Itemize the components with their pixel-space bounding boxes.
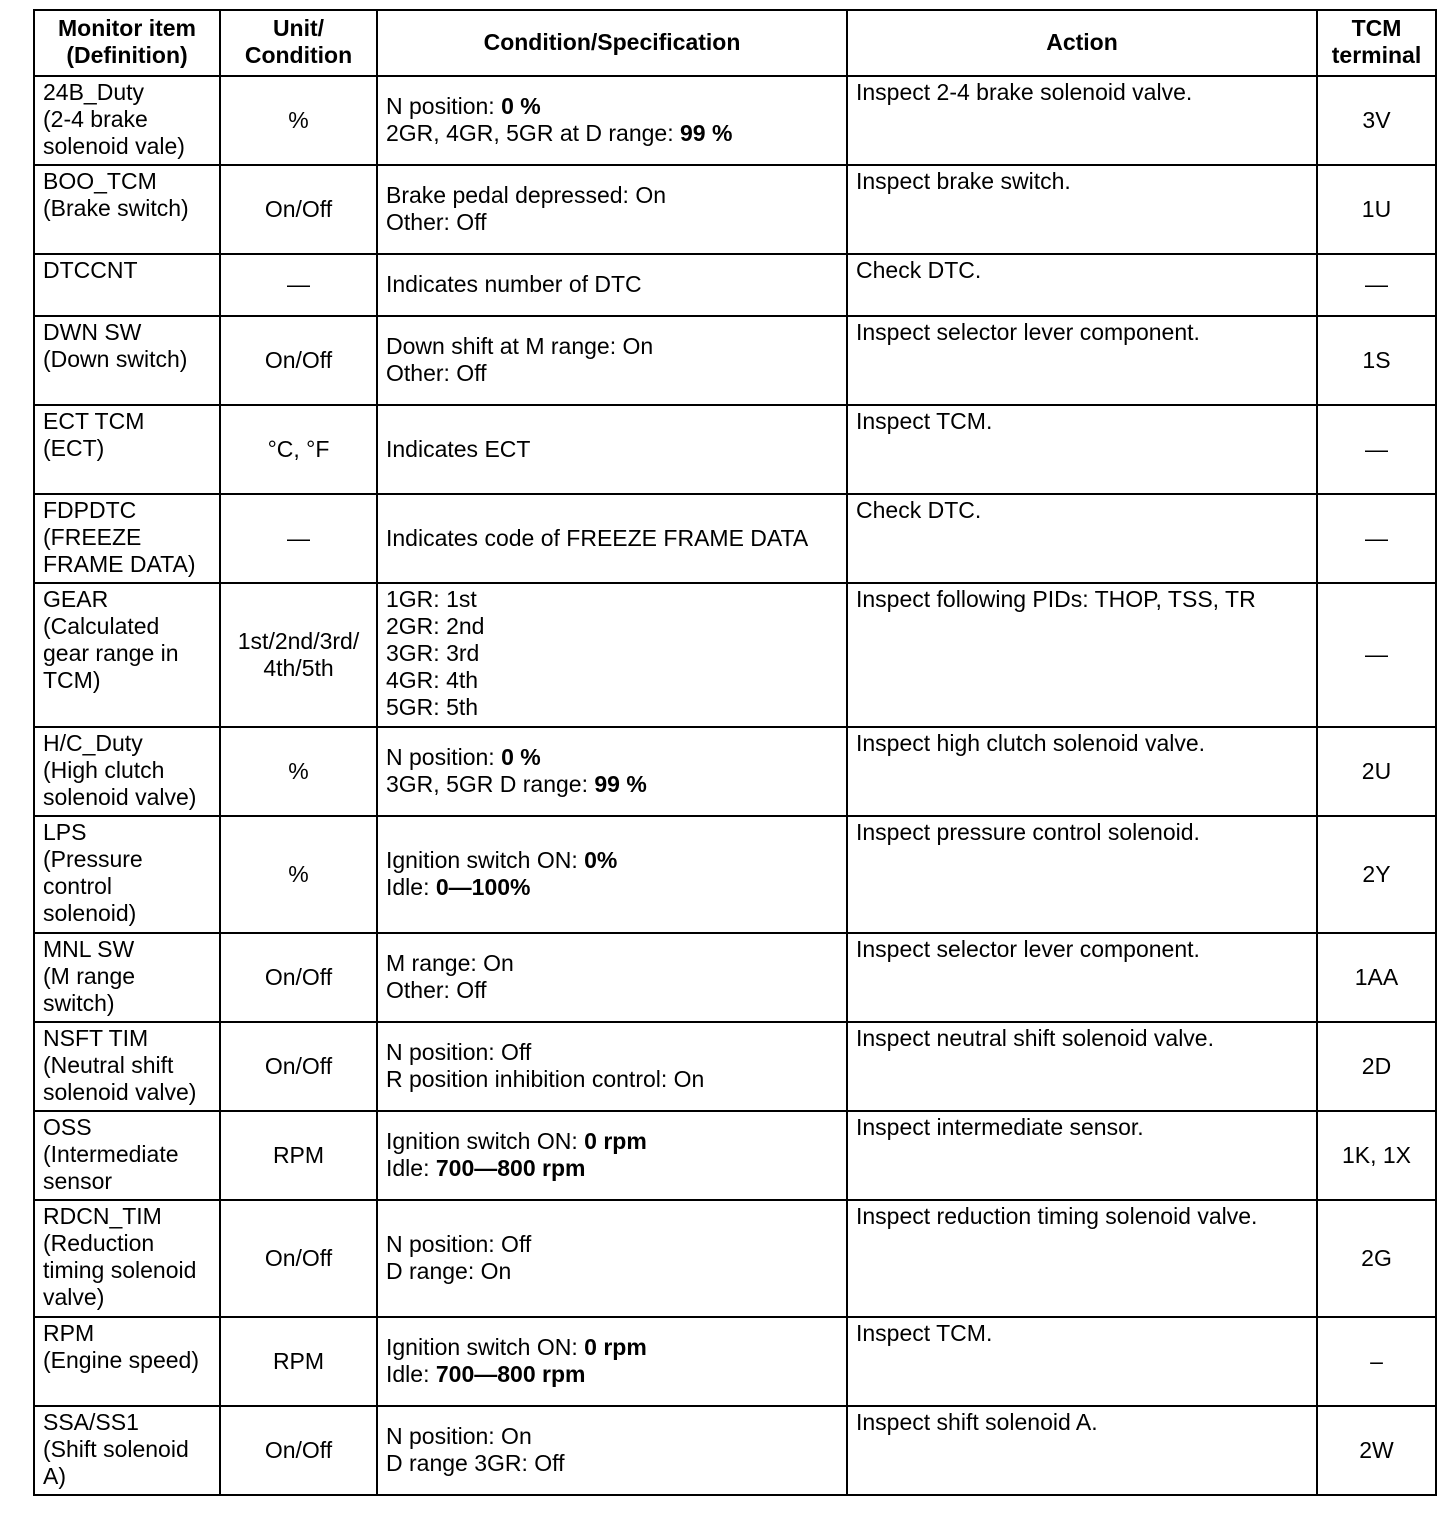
tcm-terminal-cell xyxy=(1317,727,1436,816)
specification-cell xyxy=(377,165,847,254)
monitor-item-cell xyxy=(34,1406,220,1495)
header-unit-condition xyxy=(220,10,377,76)
monitor-item-text: (Neutral shift xyxy=(43,1052,174,1078)
specification-text: Idle: xyxy=(386,1361,436,1387)
action-text: Inspect neutral shift solenoid valve. xyxy=(856,1025,1214,1051)
unit-cell xyxy=(220,727,377,816)
specification-text: N position: Off xyxy=(386,1231,532,1257)
tcm-terminal-cell xyxy=(1317,494,1436,583)
specification-line xyxy=(386,1423,838,1450)
unit-text: On/Off xyxy=(264,1052,333,1079)
header-text: Unit/ xyxy=(272,15,325,41)
specification-line xyxy=(386,640,838,667)
tcm-terminal-cell xyxy=(1317,933,1436,1022)
monitor-item-text: (Intermediate xyxy=(43,1141,179,1167)
monitor-item-cell xyxy=(34,816,220,933)
tcm-terminal-cell xyxy=(1317,1317,1436,1406)
specification-value: 0—100% xyxy=(435,874,531,900)
tcm-terminal-text: 2G xyxy=(1361,1244,1392,1271)
table-row xyxy=(34,254,1436,316)
specification-cell xyxy=(377,583,847,727)
action-text: Inspect following PIDs: THOP, TSS, TR xyxy=(856,586,1256,612)
tcm-terminal-text: — xyxy=(1365,435,1388,462)
unit-text: On/Off xyxy=(264,346,333,373)
action-text: Check DTC. xyxy=(856,497,982,523)
tcm-terminal-cell xyxy=(1317,1200,1436,1317)
specification-line xyxy=(386,360,838,387)
specification-value: 0% xyxy=(584,847,618,873)
monitor-item-cell xyxy=(34,1111,220,1200)
specification-cell xyxy=(377,76,847,165)
specification-text: Indicates code of FREEZE FRAME DATA xyxy=(386,524,809,551)
specification-line xyxy=(386,1155,838,1182)
monitor-item-text: BOO_TCM xyxy=(43,168,157,194)
specification-text: N position: Off xyxy=(386,1039,532,1065)
tcm-terminal-cell xyxy=(1317,254,1436,316)
unit-text: On/Off xyxy=(264,195,333,222)
monitor-item-text: H/C_Duty xyxy=(43,730,143,756)
table-row xyxy=(34,1406,1436,1495)
specification-cell xyxy=(377,1022,847,1111)
specification-line xyxy=(386,1128,838,1155)
monitor-item-text: (FREEZE xyxy=(43,524,142,550)
monitor-item-text: timing solenoid xyxy=(43,1257,197,1283)
unit-cell xyxy=(220,933,377,1022)
specification-text: Other: Off xyxy=(386,209,487,235)
unit-text: 4th/5th xyxy=(263,654,334,681)
tcm-terminal-text: — xyxy=(1365,641,1388,667)
specification-text: D range 3GR: Off xyxy=(386,1450,565,1476)
specification-line xyxy=(386,1450,838,1477)
monitor-item-cell xyxy=(34,76,220,165)
specification-text: Indicates number of DTC xyxy=(386,271,642,297)
monitor-item-text: solenoid valve) xyxy=(43,1079,197,1105)
specification-line xyxy=(386,1039,838,1066)
specification-text: Other: Off xyxy=(386,360,487,386)
table-row xyxy=(34,165,1436,254)
unit-cell xyxy=(220,165,377,254)
specification-text: Ignition switch ON: xyxy=(386,847,585,873)
action-cell xyxy=(847,76,1317,165)
tcm-terminal-text: 2U xyxy=(1361,757,1392,784)
specification-line xyxy=(386,182,838,209)
unit-text: — xyxy=(287,524,310,551)
table-body xyxy=(34,76,1436,1495)
specification-line xyxy=(386,874,838,901)
unit-text: % xyxy=(288,860,309,887)
monitor-item-text: RDCN_TIM xyxy=(43,1203,162,1229)
specification-cell xyxy=(377,1111,847,1200)
action-cell xyxy=(847,1111,1317,1200)
unit-text: RPM xyxy=(272,1347,325,1374)
monitor-item-text: SSA/SS1 xyxy=(43,1409,139,1435)
specification-line xyxy=(386,1334,838,1361)
tcm-terminal-text: 1AA xyxy=(1354,963,1399,990)
monitor-item-text: (Engine speed) xyxy=(43,1347,199,1373)
action-text: Inspect pressure control solenoid. xyxy=(856,819,1200,845)
header-text: Condition xyxy=(244,42,353,68)
monitor-item-text: GEAR xyxy=(43,586,109,612)
tcm-terminal-text: 1K, 1X xyxy=(1341,1141,1412,1168)
table-row xyxy=(34,405,1436,494)
header-text: Action xyxy=(1046,28,1118,55)
specification-text: 2GR: 2nd xyxy=(386,613,485,639)
action-text: Inspect high clutch solenoid valve. xyxy=(856,730,1206,756)
specification-line xyxy=(386,694,838,721)
specification-line xyxy=(386,977,838,1004)
specification-line xyxy=(386,1066,838,1093)
unit-cell xyxy=(220,1406,377,1495)
monitor-table xyxy=(33,9,1437,1496)
monitor-item-text: valve) xyxy=(43,1284,105,1310)
unit-text: On/Off xyxy=(264,1244,333,1271)
tcm-terminal-text: 1U xyxy=(1361,195,1392,222)
tcm-terminal-cell xyxy=(1317,816,1436,933)
specification-line xyxy=(386,586,838,613)
action-cell xyxy=(847,1317,1317,1406)
specification-line xyxy=(386,744,838,771)
action-cell xyxy=(847,1406,1317,1495)
monitor-item-cell xyxy=(34,727,220,816)
tcm-terminal-text: – xyxy=(1370,1347,1383,1374)
action-cell xyxy=(847,727,1317,816)
table-row xyxy=(34,1111,1436,1200)
monitor-item-text: control xyxy=(43,873,113,899)
table-row xyxy=(34,933,1436,1022)
tcm-terminal-cell xyxy=(1317,165,1436,254)
monitor-item-text: NSFT TIM xyxy=(43,1025,149,1051)
action-cell xyxy=(847,933,1317,1022)
monitor-item-cell xyxy=(34,254,220,316)
monitor-item-text: (Pressure xyxy=(43,846,143,872)
table-row xyxy=(34,816,1436,933)
monitor-item-text: (Brake switch) xyxy=(43,195,189,221)
table-row xyxy=(34,1022,1436,1111)
specification-text: 1GR: 1st xyxy=(386,586,477,612)
tcm-terminal-cell xyxy=(1317,1406,1436,1495)
specification-line xyxy=(386,1361,838,1388)
tcm-terminal-cell xyxy=(1317,316,1436,405)
unit-cell xyxy=(220,316,377,405)
specification-text: Ignition switch ON: xyxy=(386,1334,585,1360)
monitor-item-text: solenoid vale) xyxy=(43,133,185,159)
specification-value: 0 rpm xyxy=(584,1334,647,1360)
unit-cell xyxy=(220,254,377,316)
monitor-item-text: TCM) xyxy=(43,667,101,693)
action-cell xyxy=(847,816,1317,933)
unit-cell xyxy=(220,405,377,494)
unit-text: % xyxy=(288,757,309,784)
unit-text: On/Off xyxy=(264,1436,333,1463)
specification-line xyxy=(386,613,838,640)
monitor-item-cell xyxy=(34,316,220,405)
monitor-item-text: A) xyxy=(43,1463,66,1489)
specification-text: Other: Off xyxy=(386,977,487,1003)
monitor-item-cell xyxy=(34,405,220,494)
specification-line xyxy=(386,271,838,298)
specification-value: 99 % xyxy=(594,771,647,797)
specification-text: D range: On xyxy=(386,1258,512,1284)
tcm-terminal-text: — xyxy=(1365,524,1388,551)
monitor-item-text: gear range in xyxy=(43,640,179,666)
specification-text: Brake pedal depressed: On xyxy=(386,182,667,208)
specification-line xyxy=(386,525,838,552)
table-row xyxy=(34,1200,1436,1317)
specification-line xyxy=(386,93,838,120)
unit-text: 1st/2nd/3rd/ xyxy=(237,627,360,654)
tcm-terminal-cell xyxy=(1317,405,1436,494)
table-row xyxy=(34,76,1436,165)
header-text: Monitor item xyxy=(58,15,196,41)
specification-value: 0 % xyxy=(501,744,541,770)
unit-cell xyxy=(220,494,377,583)
specification-text: Ignition switch ON: xyxy=(386,1128,585,1154)
header-monitor-item xyxy=(34,10,220,76)
specification-text: M range: On xyxy=(386,950,514,976)
monitor-item-text: (ECT) xyxy=(43,435,105,461)
specification-cell xyxy=(377,405,847,494)
action-text: Inspect brake switch. xyxy=(856,168,1071,194)
specification-value: 99 % xyxy=(680,120,733,146)
monitor-item-text: DWN SW xyxy=(43,319,142,345)
monitor-item-text: (M range xyxy=(43,963,136,989)
action-text: Inspect selector lever component. xyxy=(856,319,1200,345)
unit-text: °C, °F xyxy=(267,435,330,462)
action-cell xyxy=(847,405,1317,494)
action-text: Inspect selector lever component. xyxy=(856,936,1200,962)
monitor-item-text: OSS xyxy=(43,1114,92,1140)
specification-cell xyxy=(377,1406,847,1495)
unit-text: % xyxy=(288,106,309,133)
monitor-item-cell xyxy=(34,933,220,1022)
specification-line xyxy=(386,436,838,463)
specification-text: Indicates ECT xyxy=(386,435,531,462)
monitor-item-cell xyxy=(34,494,220,583)
monitor-item-text: (High clutch xyxy=(43,757,165,783)
specification-text: 3GR, 5GR D range: xyxy=(386,771,595,797)
monitor-item-text: FRAME DATA) xyxy=(43,551,196,577)
unit-text: RPM xyxy=(272,1141,325,1168)
monitor-item-text: ECT TCM xyxy=(43,408,145,434)
table-row xyxy=(34,727,1436,816)
tcm-terminal-text: 2W xyxy=(1359,1436,1394,1463)
monitor-item-text: 24B_Duty xyxy=(43,79,145,105)
action-text: Inspect shift solenoid A. xyxy=(856,1409,1098,1435)
monitor-item-text: solenoid) xyxy=(43,900,137,926)
monitor-item-cell xyxy=(34,1317,220,1406)
unit-text: — xyxy=(287,271,310,297)
action-cell xyxy=(847,316,1317,405)
specification-cell xyxy=(377,816,847,933)
action-cell xyxy=(847,494,1317,583)
specification-cell xyxy=(377,1200,847,1317)
action-cell xyxy=(847,1022,1317,1111)
unit-cell xyxy=(220,816,377,933)
specification-value: 700—800 rpm xyxy=(435,1361,586,1387)
unit-cell xyxy=(220,1317,377,1406)
specification-text: N position: xyxy=(386,744,502,770)
specification-line xyxy=(386,120,838,147)
tcm-terminal-text: — xyxy=(1365,271,1388,297)
specification-line xyxy=(386,771,838,798)
specification-text: 3GR: 3rd xyxy=(386,640,480,666)
table-header xyxy=(34,10,1436,76)
specification-text: Idle: xyxy=(386,1155,436,1181)
monitor-item-text: sensor xyxy=(43,1168,113,1194)
tcm-terminal-text: 1S xyxy=(1362,346,1391,373)
monitor-item-text: (2-4 brake xyxy=(43,106,148,132)
tcm-terminal-text: 2D xyxy=(1361,1052,1392,1079)
monitor-item-text: switch) xyxy=(43,990,115,1016)
monitor-item-cell xyxy=(34,1022,220,1111)
action-text: Check DTC. xyxy=(856,257,982,283)
action-text: Inspect TCM. xyxy=(856,1320,993,1346)
tcm-terminal-cell xyxy=(1317,1022,1436,1111)
table-row xyxy=(34,1317,1436,1406)
specification-line xyxy=(386,209,838,236)
specification-cell xyxy=(377,1317,847,1406)
tcm-terminal-cell xyxy=(1317,1111,1436,1200)
monitor-item-text: (Calculated xyxy=(43,613,160,639)
action-cell xyxy=(847,254,1317,316)
specification-text: N position: xyxy=(386,93,502,119)
specification-line xyxy=(386,847,838,874)
specification-cell xyxy=(377,254,847,316)
unit-cell xyxy=(220,76,377,165)
specification-text: 4GR: 4th xyxy=(386,667,479,693)
specification-line xyxy=(386,1231,838,1258)
table-row xyxy=(34,494,1436,583)
header-text: (Definition) xyxy=(66,42,188,68)
tcm-terminal-text: 2Y xyxy=(1362,860,1391,887)
unit-text: On/Off xyxy=(264,963,333,990)
unit-cell xyxy=(220,1022,377,1111)
monitor-item-text: MNL SW xyxy=(43,936,135,962)
specification-text: Idle: xyxy=(386,874,436,900)
specification-value: 700—800 rpm xyxy=(435,1155,586,1181)
monitor-item-text: FDPDTC xyxy=(43,497,137,523)
monitor-item-text: DTCCNT xyxy=(43,257,138,283)
specification-cell xyxy=(377,316,847,405)
header-text: Condition/Specification xyxy=(483,28,741,55)
action-cell xyxy=(847,1200,1317,1317)
monitor-item-text: RPM xyxy=(43,1320,95,1346)
specification-value: 0 rpm xyxy=(584,1128,647,1154)
specification-line xyxy=(386,950,838,977)
monitor-item-text: LPS xyxy=(43,819,87,845)
unit-cell xyxy=(220,583,377,727)
monitor-item-cell xyxy=(34,165,220,254)
table-row xyxy=(34,316,1436,405)
specification-line xyxy=(386,667,838,694)
monitor-item-cell xyxy=(34,583,220,727)
action-text: Inspect reduction timing solenoid valve. xyxy=(856,1203,1258,1229)
monitor-item-text: solenoid valve) xyxy=(43,784,197,810)
header-text: TCM xyxy=(1351,15,1402,41)
monitor-item-text: (Down switch) xyxy=(43,346,188,372)
monitor-item-text: (Shift solenoid xyxy=(43,1436,189,1462)
monitor-item-text: (Reduction xyxy=(43,1230,155,1256)
specification-text: 2GR, 4GR, 5GR at D range: xyxy=(386,120,681,146)
specification-text: R position inhibition control: On xyxy=(386,1066,705,1092)
action-text: Inspect 2-4 brake solenoid valve. xyxy=(856,79,1193,105)
monitor-item-cell xyxy=(34,1200,220,1317)
action-cell xyxy=(847,583,1317,727)
header-row xyxy=(34,10,1436,76)
specification-line xyxy=(386,333,838,360)
specification-value: 0 % xyxy=(501,93,541,119)
specification-text: N position: On xyxy=(386,1423,532,1449)
tcm-terminal-cell xyxy=(1317,583,1436,727)
specification-cell xyxy=(377,933,847,1022)
header-condition-specification xyxy=(377,10,847,76)
action-cell xyxy=(847,165,1317,254)
header-text: terminal xyxy=(1331,42,1422,68)
specification-cell xyxy=(377,494,847,583)
specification-line xyxy=(386,1258,838,1285)
unit-cell xyxy=(220,1200,377,1317)
specification-cell xyxy=(377,727,847,816)
header-tcm-terminal xyxy=(1317,10,1436,76)
specification-text: 5GR: 5th xyxy=(386,694,479,720)
action-text: Inspect TCM. xyxy=(856,408,993,434)
unit-cell xyxy=(220,1111,377,1200)
table-row xyxy=(34,583,1436,727)
specification-text: Down shift at M range: On xyxy=(386,333,654,359)
tcm-terminal-cell xyxy=(1317,76,1436,165)
action-text: Inspect intermediate sensor. xyxy=(856,1114,1144,1140)
tcm-terminal-text: 3V xyxy=(1362,106,1391,133)
header-action xyxy=(847,10,1317,76)
